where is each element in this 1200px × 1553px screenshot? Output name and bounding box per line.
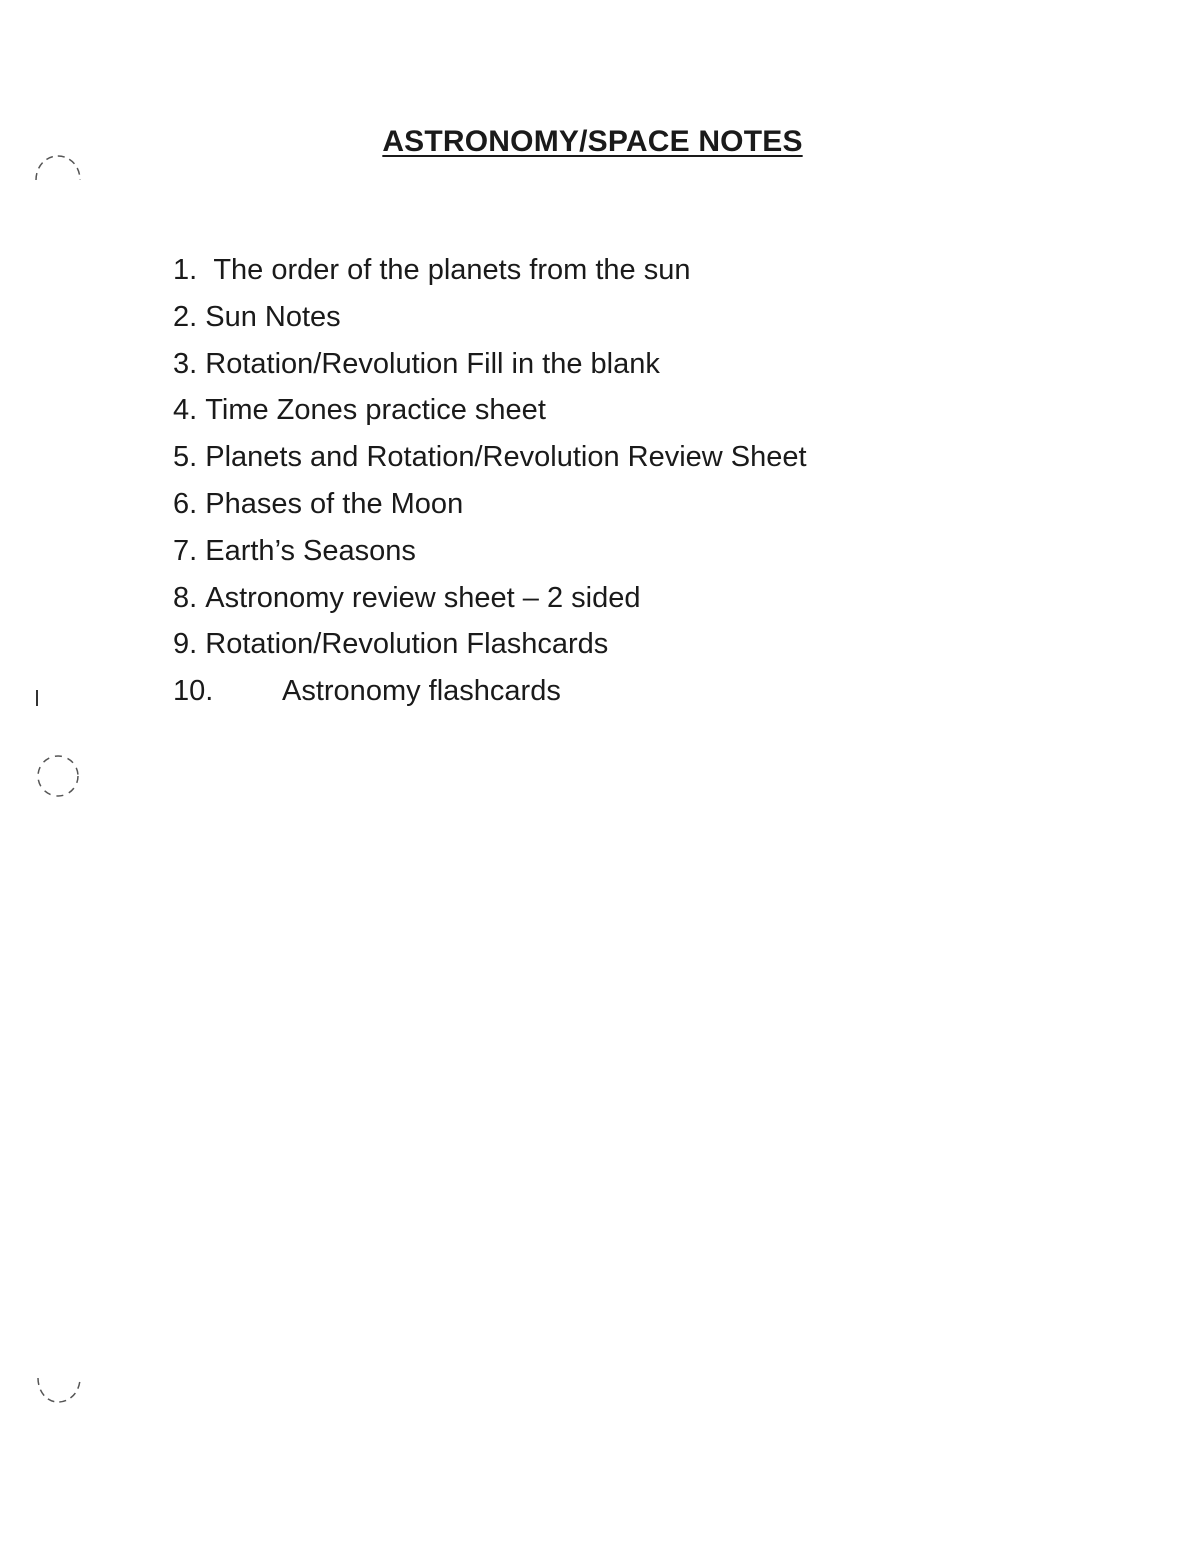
item-number: 7.: [173, 534, 198, 567]
item-number: 1.: [173, 254, 198, 286]
list-item: [173, 250, 807, 297]
item-number: 8.: [173, 581, 198, 614]
punch-hole-icon: [38, 756, 78, 796]
page-title-text: ASTRONOMY/SPACE NOTES: [382, 125, 803, 158]
punch-hole-icon: [38, 1378, 80, 1402]
item-text: Sun Notes: [205, 300, 341, 333]
list-item: [173, 578, 807, 625]
item-number: 9.: [173, 628, 198, 661]
list-item: [173, 390, 807, 437]
list-item: [173, 624, 807, 671]
item-number: 3.: [173, 347, 198, 380]
item-number: 5.: [173, 441, 198, 474]
notes-list: [173, 250, 807, 718]
item-number: 6.: [173, 487, 198, 520]
list-item: [173, 671, 807, 718]
item-text: Phases of the Moon: [205, 487, 464, 520]
item-number: 10.: [173, 675, 214, 708]
list-item: [173, 297, 807, 344]
item-text: Astronomy review sheet – 2 sided: [205, 581, 641, 614]
item-number: 2.: [173, 300, 198, 333]
item-text: Time Zones practice sheet: [205, 394, 546, 427]
list-item: [173, 344, 807, 391]
list-item: [173, 484, 807, 531]
list-item: [173, 531, 807, 578]
item-text: Astronomy flashcards: [282, 675, 561, 708]
item-text: Rotation/Revolution Flashcards: [205, 628, 609, 661]
item-text: The order of the planets from the sun: [213, 254, 691, 286]
list-item: [173, 437, 807, 484]
item-text: Earth’s Seasons: [205, 534, 416, 567]
item-text: Planets and Rotation/Revolution Review Sheet: [205, 441, 807, 474]
item-text: Rotation/Revolution Fill in the blank: [205, 347, 660, 380]
page-title: [0, 124, 1185, 160]
item-number: 4.: [173, 394, 198, 427]
binder-holes: [0, 0, 120, 1553]
